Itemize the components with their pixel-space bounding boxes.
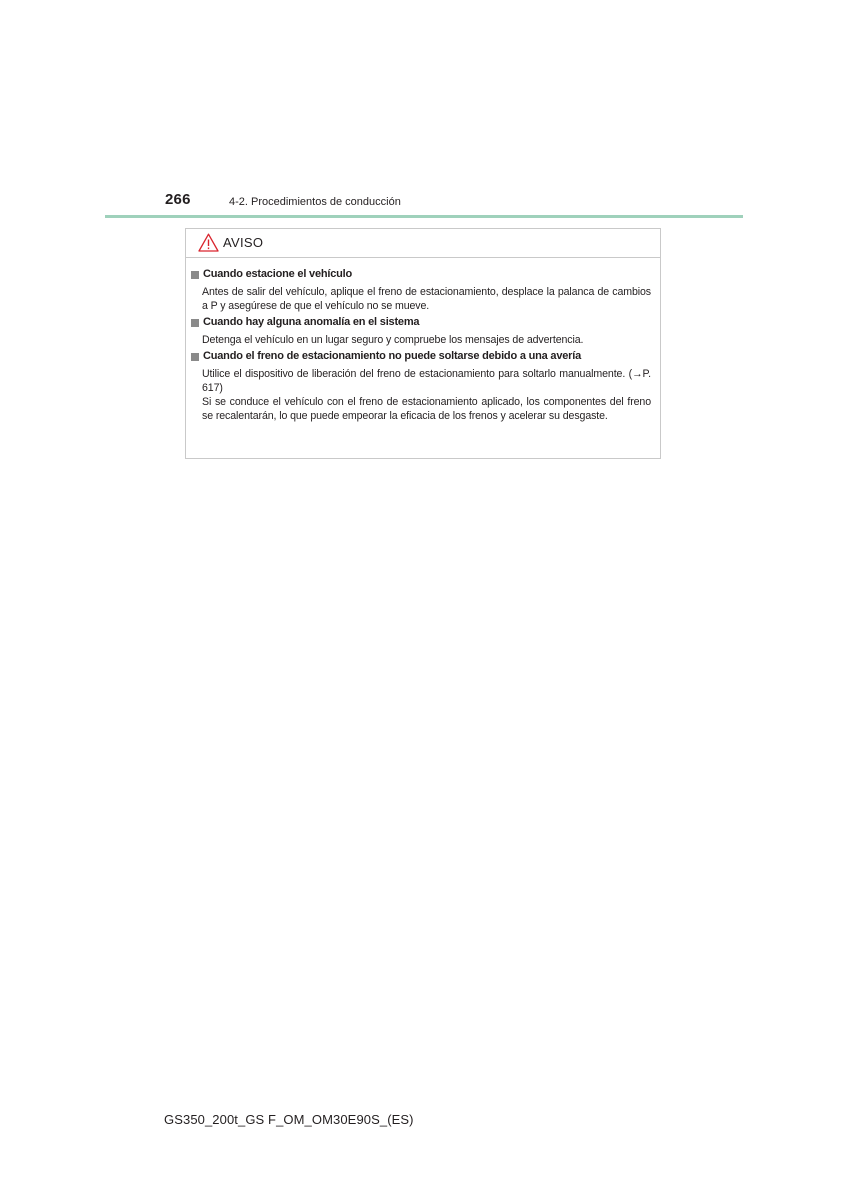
- warning-title: AVISO: [223, 235, 264, 250]
- square-bullet-icon: [191, 271, 199, 279]
- warning-item: [191, 267, 651, 313]
- warning-box: [185, 228, 661, 459]
- warning-item-heading-text: Cuando estacione el vehículo: [203, 268, 353, 280]
- warning-item-heading: [191, 349, 651, 364]
- warning-header: [186, 229, 660, 258]
- square-bullet-icon: [191, 319, 199, 327]
- warning-item-heading: [191, 267, 651, 282]
- warning-item-paragraph: Antes de salir del vehículo, aplique el freno de estacionamiento, desplace la palanca de cambios a P y asegúrese de que el vehículo no se mueve.: [202, 286, 651, 312]
- warning-item: [191, 315, 651, 347]
- warning-item-paragraph: Detenga el vehículo en un lugar seguro y compruebe los mensajes de advertencia.: [202, 334, 584, 346]
- warning-item-paragraph: Si se conduce el vehículo con el freno de estacionamiento aplicado, los componentes del freno se recalentarán, lo que puede empeorar la eficacia de los frenos y acelerar su desgaste.: [202, 396, 651, 422]
- warning-item-paragraph: Utilice el dispositivo de liberación del freno de estacionamiento para soltarlo manualmente. (→P. 617): [202, 368, 651, 394]
- warning-item: [191, 349, 651, 423]
- warning-item-heading-text: Cuando hay alguna anomalía en el sistema: [203, 316, 420, 328]
- footer-document-id: GS350_200t_GS F_OM_OM30E90S_(ES): [164, 1112, 414, 1127]
- square-bullet-icon: [191, 353, 199, 361]
- warning-items: [186, 258, 660, 423]
- warning-item-heading-text: Cuando el freno de estacionamiento no puede soltarse debido a una avería: [203, 350, 582, 362]
- warning-item-body: [191, 333, 651, 347]
- page-number: 266: [165, 191, 191, 208]
- warning-item-body: [191, 367, 651, 423]
- warning-item-body: [191, 285, 651, 313]
- header-rule: [105, 215, 743, 218]
- warning-item-heading: [191, 315, 651, 330]
- warning-triangle-icon: [198, 233, 219, 252]
- section-title: 4-2. Procedimientos de conducción: [229, 196, 401, 208]
